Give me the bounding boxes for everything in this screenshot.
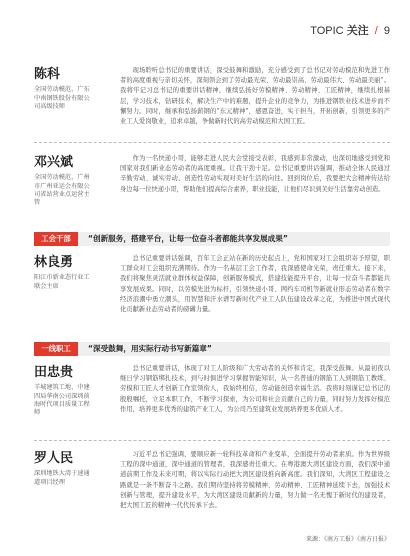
person-name: 林良勇 (34, 255, 74, 270)
person-quote: 作为一名快递小哥，能够走进人民大会堂接受表彰，我感到非常激动，也深切地感受到党和国家对我们新业态劳动者的高度重视。让我干劲十足。总书记重要讲话强调，推动全体人民通过辛勤劳动、诚实劳动、创造性劳动实现对美好生活的向往。回到岗位后，我要把大会精神传达给身边每一位快递小哥，帮助他们提高综合素养，职业技能，让他们尽识到美好生活靠劳动创造。 (120, 155, 390, 193)
section-tag: 工会干部 (34, 232, 78, 246)
header-section: 关注 (346, 25, 369, 37)
person-block-dengxingbin (34, 156, 94, 208)
person-title: 深圳地铁大湾于速通道项目经理 (34, 470, 90, 486)
source-credit: 来源：《南方工报》《南方日报》 (305, 536, 390, 543)
section-divider (34, 142, 390, 143)
person-block-tianzhonggui (34, 366, 94, 418)
person-title: 阳江市新业态行业工联会主席 (34, 274, 90, 290)
person-quote: 总书记重要讲话，体现了对工人阶级和广大劳动者的关怀和肯定，我深受鼓舞。从最初夜以继日学习钢筋绑扎技术，到与时俱进学习掌握智能知识，从一名普通的钢筋工人到钢筋工教练、劳模和工匠人才创新工作室领衔人，我始终相信，劳动能创造幸福生活。我将时刻谨记总书记的殷殷嘱托，立足本职工作，不断学习探索，为公司和社会贡献自己的力量，同时努力发挥好模范作用，培养更多优秀的建筑产业工人，为公司乃至建筑业发展培养更多优质人才。 (120, 365, 390, 413)
person-block-luorenmin (34, 452, 94, 487)
person-name: 陈科 (34, 67, 61, 82)
person-quote: 总书记重要讲话强调，百年工会正站在新的历史起点上，党和国家对工会组织寄予厚望，职工群众对工会组织充满期待。作为一名基层工会工作者，我深感使命光荣，责任重大。接下来，我们将聚焦灵活就业群体权益保障，创新服务模式，搭建技能提升平台，让每一位奋斗者都能共享发展成果。同时，以劳模先进为标杆，引领快递小哥、网约车司机等新就业形态劳动者在数字经济浪潮中勇立潮头，用智慧和汗水谱写新时代产业工人队伍建设改革之花，为推进中国式现代化贡献新业态劳动者的磅礴力量。 (120, 255, 390, 313)
person-title: 羊城建筑工地、中建四局华南公司深圳前海时代项目质量工程师 (34, 384, 90, 417)
section-banner-frontline (34, 342, 390, 356)
page-number: 9 (383, 25, 390, 37)
header-separator: / (374, 25, 378, 37)
person-title: 全国劳动模范、广州市广州亚运会有限公司省站营业点运营主管 (34, 174, 90, 207)
person-block-chenke (34, 68, 94, 111)
person-title: 全国劳动模范、广东中南钢铁股份有限公司高级技师 (34, 86, 90, 111)
person-name: 罗人民 (34, 451, 74, 466)
section-headline: “创新服务，搭建平台，让每一位奋斗者都能共享发展成果” (88, 234, 288, 243)
header-topic: TOPIC (310, 25, 344, 37)
person-quote: 现场聆听总书记的重要讲话，深受鼓舞和激励，充分感受到了总书记对劳动模范和先进工作者的高度重视与亲切关怀，深刻领会到了劳动最光荣、劳动最崇高、劳动最伟大、劳动最美丽”。我将牢记习总书记的重要讲话精神，继续弘扬好劳模精神、劳动精神、工匠精神，继续扎根基层，学习技术，钻研技术，解决生产中的难题，提升企业的竞争力，为推进钢铁业技术进步而不懈努力。同时，继承和弘扬薪钢的“东元精神”，感恩奋进，实干担当，开拓创新，引领更多的产业工人爱岗敬业，追求卓越，争做新时代的高劳动模范和大国工匠。 (120, 67, 390, 125)
section-divider (34, 440, 390, 441)
person-block-linliangyong (34, 256, 94, 291)
person-name: 邓兴斌 (34, 155, 74, 170)
section-headline: “深受鼓舞，用实际行动书写新篇章” (88, 344, 212, 353)
section-banner-union (34, 232, 390, 246)
person-name: 田忠贵 (34, 365, 74, 380)
person-quote: 习近平总书记强调，要顺应新一轮科技革命和产业变革，全面提升劳动者素质。作为世界级工程的深中通道，深中通道的管理者，我深感责任重大。在粤港澳大湾区建设方面，我们深中通道前期工作及未来可期，将以实际行动把大湾区建设推向新高度。我们深知，大湾区工程建设之路就是一条不断奋斗之路。我们期待坚持将劳模精神、劳动精神、工匠精神延续下去，加强技术创新与管理，提升建设水平，为大湾区建设贡献新的力量，努力做一名无愧于新时代的建设者，把大国工匠的精神一代代传承下去。 (120, 451, 390, 509)
page-header (310, 22, 390, 38)
section-tag: 一线职工 (34, 342, 78, 356)
